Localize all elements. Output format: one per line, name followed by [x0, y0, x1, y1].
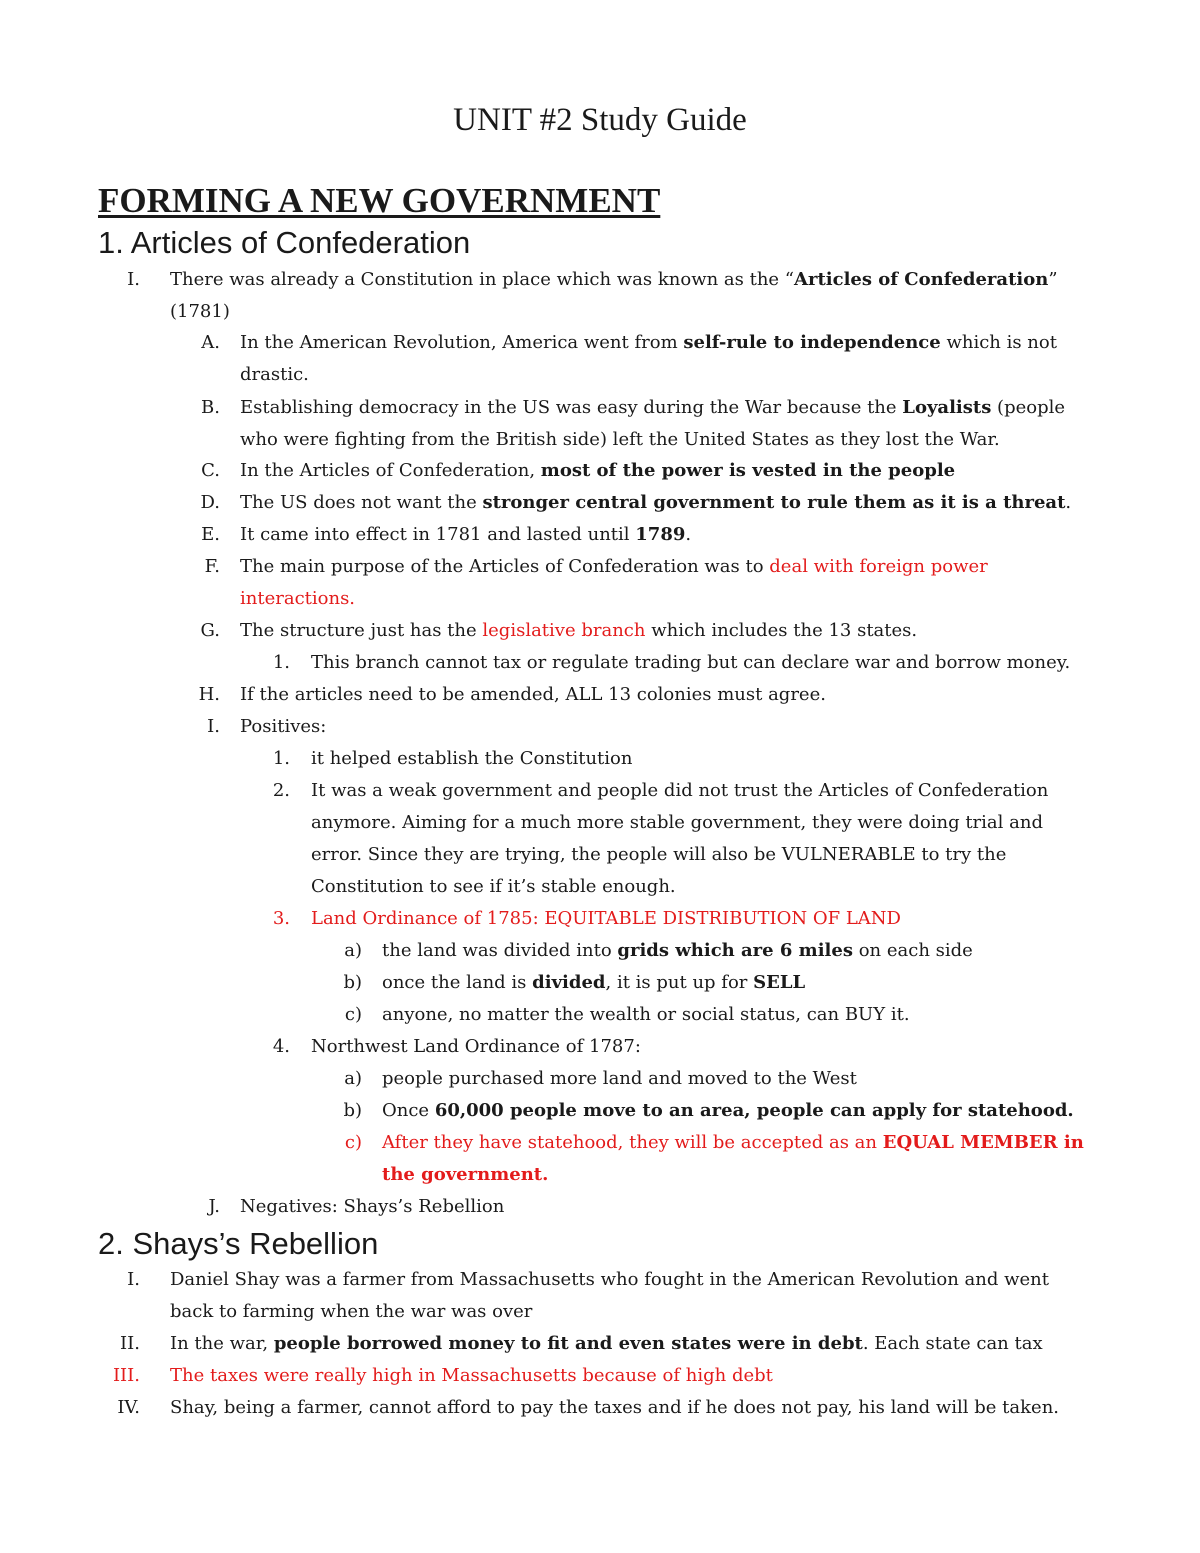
list-item-text: Positives:	[240, 716, 327, 737]
list-marker: c)	[344, 1132, 362, 1153]
list-item-text: The structure just has the legislative branch which includes the 13 states.	[240, 620, 918, 641]
list-marker: A.	[201, 332, 220, 353]
list-marker: 4.	[272, 1036, 290, 1057]
list-item-text: back to farming when the war was over	[170, 1301, 533, 1322]
list-item-text: anyone, no matter the wealth or social status, can BUY it.	[382, 1004, 910, 1025]
page-title: UNIT #2 Study Guide	[453, 102, 747, 138]
list-item-text: Northwest Land Ordinance of 1787:	[311, 1036, 641, 1057]
list-marker: C.	[201, 460, 220, 481]
list-marker: 3.	[272, 908, 290, 929]
list-item-text: the land was divided into grids which are 6 miles on each side	[382, 940, 973, 961]
list-item-text: anymore. Aiming for a much more stable government, they were doing trial and	[311, 812, 1043, 833]
list-marker: 1.	[272, 748, 290, 769]
list-marker: H.	[198, 684, 220, 705]
list-marker: J.	[208, 1196, 220, 1217]
list-item-text: In the American Revolution, America went from self-rule to independence which is not	[240, 332, 1057, 353]
list-marker: 2.	[272, 780, 290, 801]
section-heading-articles: 1. Articles of Confederation	[98, 225, 471, 260]
list-item-text: The main purpose of the Articles of Confederation was to deal with foreign power	[240, 556, 988, 577]
list-item-text: interactions.	[240, 588, 356, 609]
list-item-text: The US does not want the stronger central government to rule them as it is a threat.	[240, 492, 1072, 513]
list-marker: IV.	[117, 1397, 140, 1418]
list-item-text: It came into effect in 1781 and lasted until 1789.	[240, 524, 692, 545]
list-marker: B.	[201, 397, 220, 418]
list-item-text: error. Since they are trying, the people will also be VULNERABLE to try the	[311, 844, 1007, 865]
list-item-text: once the land is divided, it is put up for SELL	[382, 972, 806, 993]
list-marker: b)	[343, 1100, 362, 1121]
list-item-text: people purchased more land and moved to the West	[382, 1068, 857, 1089]
list-item-text: It was a weak government and people did not trust the Articles of Confederation	[311, 780, 1049, 801]
main-heading: FORMING A NEW GOVERNMENT	[98, 181, 661, 220]
list-marker: 1.	[272, 652, 290, 673]
list-item-text: If the articles need to be amended, ALL 13 colonies must agree.	[240, 684, 826, 705]
list-marker: F.	[204, 556, 220, 577]
list-item-text: After they have statehood, they will be accepted as an EQUAL MEMBER in	[382, 1132, 1084, 1153]
list-item-text: There was already a Constitution in place which was known as the “Articles of Confederation”	[170, 269, 1058, 290]
list-marker: I.	[127, 1269, 140, 1290]
list-item-text: Once 60,000 people move to an area, people can apply for statehood.	[382, 1100, 1074, 1121]
list-item-text: (1781)	[170, 301, 230, 322]
section-heading-shays: 2. Shays’s Rebellion	[98, 1226, 379, 1261]
list-marker: c)	[344, 1004, 362, 1025]
list-item-text: In the Articles of Confederation, most of the power is vested in the people	[240, 460, 956, 481]
list-item-text: The taxes were really high in Massachusetts because of high debt	[170, 1365, 773, 1386]
list-item-text: In the war, people borrowed money to fit and even states were in debt. Each state can tax	[170, 1333, 1043, 1354]
list-item-text: Establishing democracy in the US was easy during the War because the Loyalists (people	[240, 397, 1066, 418]
list-marker: I.	[207, 716, 220, 737]
list-marker: a)	[344, 1068, 362, 1089]
list-marker: III.	[112, 1365, 140, 1386]
list-item-text: drastic.	[240, 364, 309, 385]
list-marker: II.	[120, 1333, 140, 1354]
list-item-text: Shay, being a farmer, cannot afford to pay the taxes and if he does not pay, his land will be taken.	[170, 1397, 1060, 1418]
list-item-text: Negatives: Shays’s Rebellion	[240, 1196, 505, 1217]
list-item-text: it helped establish the Constitution	[311, 748, 633, 769]
list-item-text: the government.	[382, 1164, 549, 1185]
list-marker: I.	[127, 269, 140, 290]
list-marker: G.	[200, 620, 220, 641]
list-marker: a)	[344, 940, 362, 961]
list-item-text: who were fighting from the British side) left the United States as they lost the War.	[240, 429, 1000, 450]
list-marker: b)	[343, 972, 362, 993]
list-item-text: Daniel Shay was a farmer from Massachusetts who fought in the American Revolution and went	[170, 1269, 1049, 1290]
list-item-text: This branch cannot tax or regulate trading but can declare war and borrow money.	[311, 652, 1071, 673]
list-item-text: Land Ordinance of 1785: EQUITABLE DISTRIBUTION OF LAND	[311, 908, 901, 929]
list-marker: D.	[200, 492, 220, 513]
list-item-text: Constitution to see if it’s stable enough.	[311, 876, 676, 897]
list-marker: E.	[201, 524, 220, 545]
